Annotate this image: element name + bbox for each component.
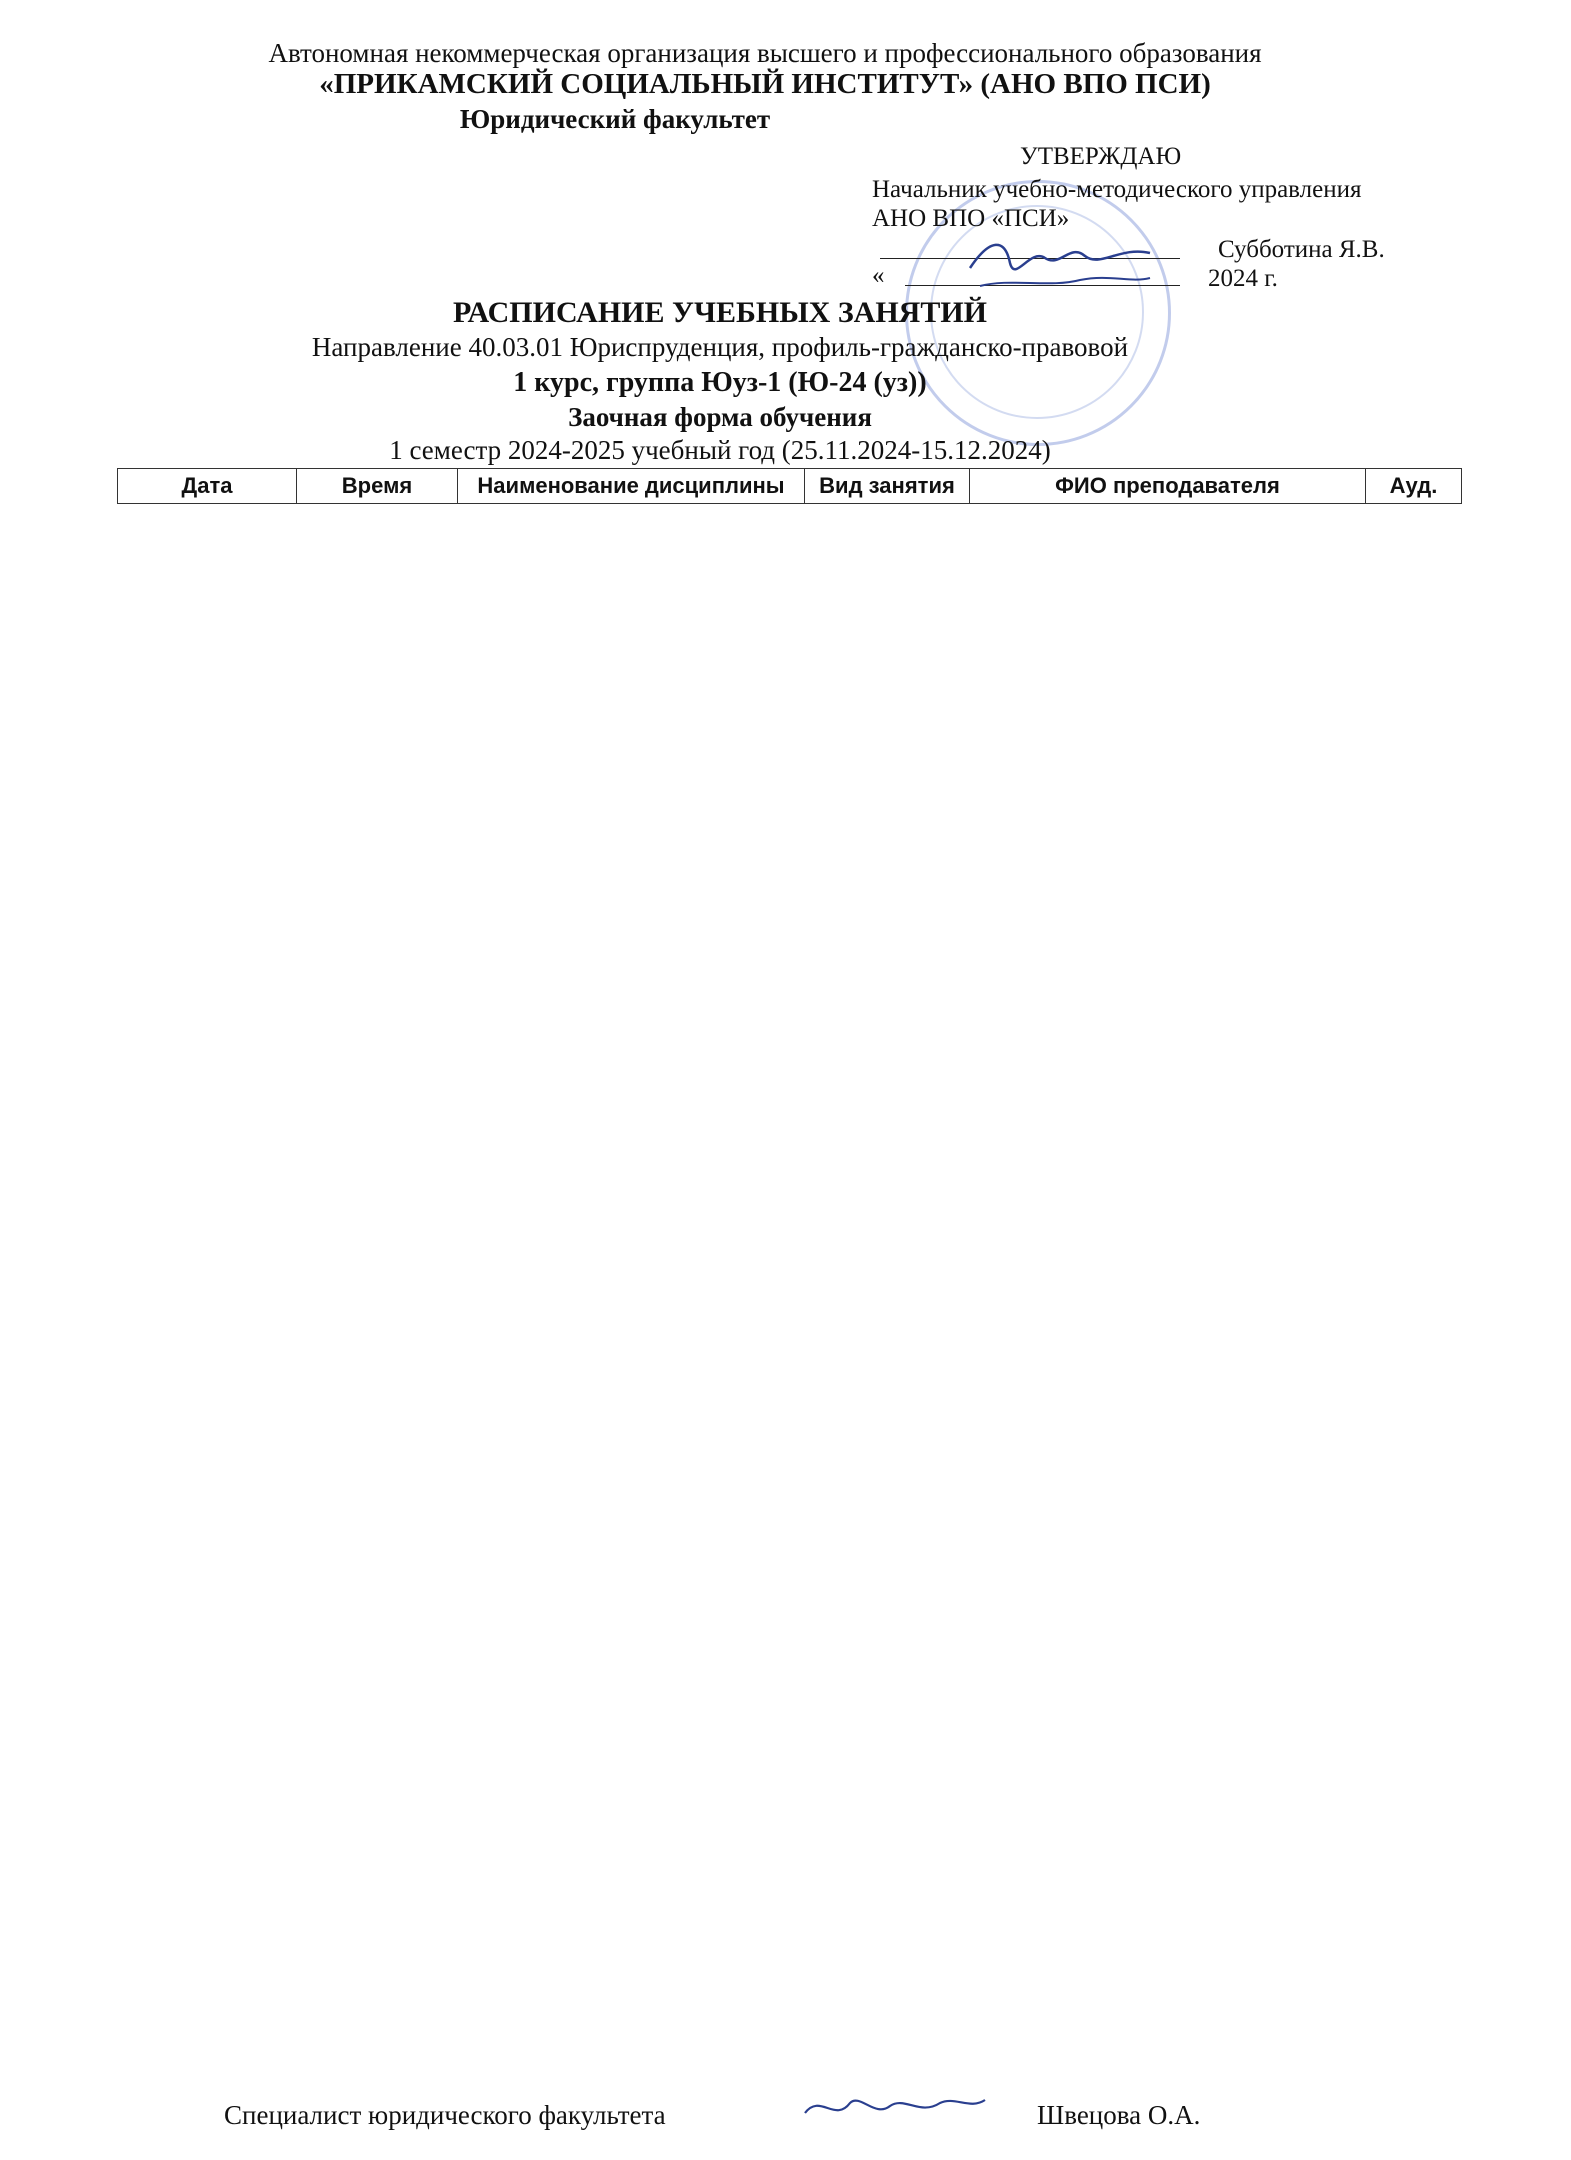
footer-name: Швецова О.А. <box>1037 2100 1201 2130</box>
course-group-line: 1 курс, группа Юуз-1 (Ю-24 (уз)) <box>513 367 927 398</box>
approve-label: УТВЕРЖДАЮ <box>1020 143 1182 170</box>
faculty-name: Юридический факультет <box>459 104 771 134</box>
footer-label: Специалист юридического факультета <box>224 2100 666 2130</box>
column-header: Дата <box>118 469 297 504</box>
column-header: ФИО преподавателя <box>970 469 1366 504</box>
study-form-line: Заочная форма обучения <box>568 402 872 432</box>
approver-org: АНО ВПО «ПСИ» <box>872 205 1070 232</box>
approver-position: Начальник учебно-методического управления <box>872 176 1362 203</box>
organization-line: Автономная некоммерческая организация высшего и профессионального образования <box>268 38 1262 68</box>
document-title: РАСПИСАНИЕ УЧЕБНЫХ ЗАНЯТИЙ <box>452 296 988 329</box>
column-header: Время <box>297 469 458 504</box>
column-header: Наименование дисциплины <box>458 469 805 504</box>
approver-name: Субботина Я.В. <box>1218 236 1385 263</box>
direction-line: Направление 40.03.01 Юриспруденция, профиль-гражданско-правовой <box>311 332 1129 362</box>
schedule-table <box>117 468 1462 504</box>
approval-signature <box>960 228 1160 298</box>
institute-name: «ПРИКАМСКИЙ СОЦИАЛЬНЫЙ ИНСТИТУТ» (АНО ВПО ПСИ) <box>319 68 1211 100</box>
approval-date-year: 2024 г. <box>1208 265 1278 292</box>
footer-signature <box>800 2088 990 2128</box>
table-header-row <box>118 469 1462 504</box>
approval-date-prefix: « <box>872 262 885 289</box>
column-header: Ауд. <box>1366 469 1462 504</box>
semester-line: 1 семестр 2024-2025 учебный год (25.11.2024-15.12.2024) <box>389 435 1051 465</box>
column-header: Вид занятия <box>805 469 970 504</box>
